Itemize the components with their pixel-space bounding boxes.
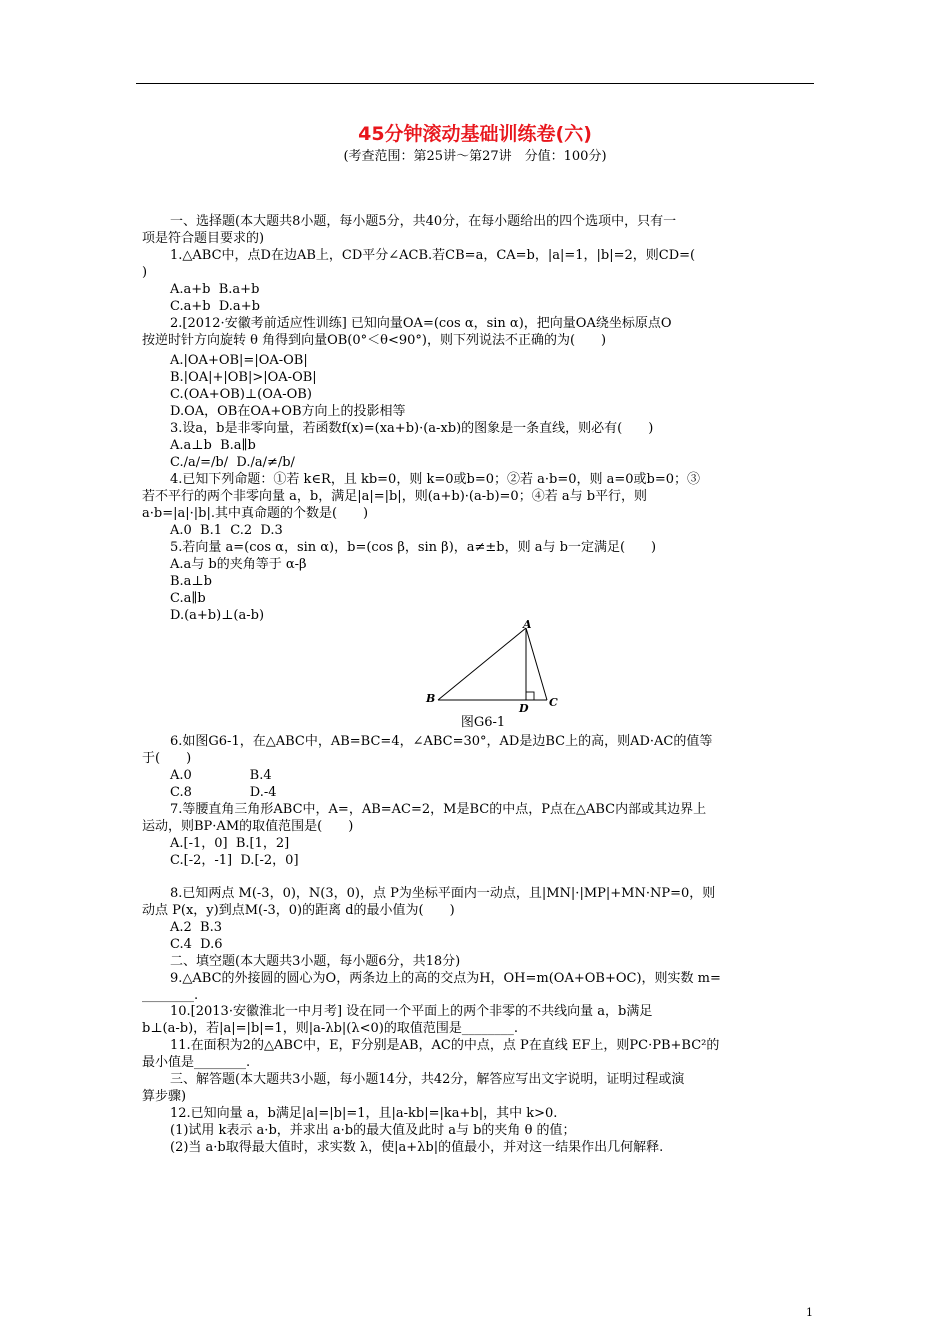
text-line: 最小值是________. bbox=[142, 1055, 251, 1070]
edge-ac bbox=[526, 628, 547, 700]
text-line: 一、选择题(本大题共8小题，每小题5分，共40分，在每小题给出的四个选项中，只有一 bbox=[170, 214, 677, 229]
text-line: 运动，则BP·AM的取值范围是( ) bbox=[142, 819, 354, 834]
text-line: 1.△ABC中，点D在边AB上，CD平分∠ACB.若CB=a，CA=b，|a|=1，|b|=2，则CD=( bbox=[170, 248, 696, 263]
text-line: C./a/=/b/ D./a/≠/b/ bbox=[170, 455, 295, 470]
text-line: A.a+b B.a+b bbox=[170, 282, 260, 297]
text-line: (2)当 a·b取得最大值时，求实数 λ，使|a+λb|的值最小，并对这一结果作出几何解释. bbox=[170, 1140, 664, 1155]
text-line: 若不平行的两个非零向量 a，b，满足|a|=|b|，则(a+b)·(a-b)=0；④若 a与 b平行，则 bbox=[142, 489, 648, 504]
text-line: A.[-1，0] B.[1，2] bbox=[170, 836, 290, 851]
text-line: 按逆时针方向旋转 θ 角得到向量OB(0°＜θ<90°)，则下列说法不正确的为( ) bbox=[142, 333, 607, 348]
text-line: (1)试用 k表示 a·b，并求出 a·b的最大值及此时 a与 b的夹角 θ 的值； bbox=[170, 1123, 576, 1138]
edge-ab bbox=[438, 628, 526, 700]
text-line: 5.若向量 a=(cos α，sin α)，b=(cos β，sin β)，a≠±b，则 a与 b一定满足( ) bbox=[170, 540, 657, 555]
text-line: C.a∥b bbox=[170, 591, 206, 606]
text-line: C.4 D.6 bbox=[170, 937, 223, 952]
figure-caption: 图G6-1 bbox=[460, 715, 506, 730]
text-line: A.a⊥b B.a∥b bbox=[170, 438, 256, 453]
text-line: 12.已知向量 a，b满足|a|=|b|=1，且|a-kb|=|ka+b|，其中 k>0. bbox=[170, 1106, 558, 1121]
text-line: 8.已知两点 M(-3，0)，N(3，0)，点 P为坐标平面内一动点，且|MN|·|MP|+MN·NP=0，则 bbox=[170, 886, 716, 901]
text-line: C.a+b D.a+b bbox=[170, 299, 260, 314]
text-line: 三、解答题(本大题共3小题，每小题14分，共42分，解答应写出文字说明，证明过程或演 bbox=[170, 1072, 685, 1087]
right-angle-mark bbox=[526, 692, 534, 700]
text-line: 6.如图G6-1，在△ABC中，AB=BC=4，∠ABC=30°，AD是边BC上的高，则AD·AC的值等 bbox=[170, 734, 713, 749]
triangle-figure bbox=[420, 618, 570, 714]
text-line: A.0 B.4 bbox=[170, 768, 272, 783]
text-line: C.8 D.-4 bbox=[170, 785, 277, 800]
text-line: D.OA，OB在OA+OB方向上的投影相等 bbox=[170, 404, 406, 419]
text-line: 于( ) bbox=[142, 751, 192, 766]
text-line: 项是符合题目要求的) bbox=[142, 231, 265, 246]
label-d: D bbox=[519, 702, 529, 714]
text-line: A.a与 b的夹角等于 α-β bbox=[170, 557, 307, 572]
label-c: C bbox=[549, 696, 558, 709]
text-line: A.0 B.1 C.2 D.3 bbox=[170, 523, 283, 538]
text-line: a·b=|a|·|b|.其中真命题的个数是( ) bbox=[142, 506, 369, 521]
text-line: D.(a+b)⊥(a-b) bbox=[170, 608, 265, 623]
label-b: B bbox=[426, 692, 436, 705]
text-line: 7.等腰直角三角形ABC中，A=，AB=AC=2，M是BC的中点，P点在△ABC内部或其边界上 bbox=[170, 802, 707, 817]
text-line: b⊥(a-b)，若|a|=|b|=1，则|a-λb|(λ<0)的取值范围是________. bbox=[142, 1021, 518, 1036]
label-a: A bbox=[523, 618, 532, 631]
page-number: 1 bbox=[806, 1306, 813, 1319]
text-line: 算步骤) bbox=[142, 1089, 187, 1104]
text-line: A.|OA+OB|=|OA-OB| bbox=[170, 353, 308, 368]
text-line: A.2 B.3 bbox=[170, 920, 223, 935]
page-title: 45分钟滚动基础训练卷(六) bbox=[358, 123, 592, 145]
text-line: B.a⊥b bbox=[170, 574, 212, 589]
text-line: 二、填空题(本大题共3小题，每小题6分，共18分) bbox=[170, 954, 461, 969]
top-rule bbox=[136, 83, 814, 84]
text-line: 2.[2012·安徽考前适应性训练] 已知向量OA=(cos α，sin α)，把向量OA绕坐标原点O bbox=[170, 316, 672, 331]
text-line: ________. bbox=[142, 988, 199, 1003]
text-line: 3.设a，b是非零向量，若函数f(x)=(xa+b)·(a-xb)的图象是一条直线，则必有( ) bbox=[170, 421, 654, 436]
text-line: 4.已知下列命题：①若 k∈R，且 kb=0，则 k=0或b=0；②若 a·b=0，则 a=0或b=0；③ bbox=[170, 472, 701, 487]
text-line: 11.在面积为2的△ABC中，E，F分别是AB，AC的中点，点 P在直线 EF上，则PC·PB+BC²的 bbox=[170, 1038, 720, 1053]
text-line: C.(OA+OB)⊥(OA-OB) bbox=[170, 387, 312, 402]
text-line: 10.[2013·安徽淮北一中月考] 设在同一个平面上的两个非零的不共线向量 a，b满足 bbox=[170, 1004, 653, 1019]
text-line: B.|OA|+|OB|>|OA-OB| bbox=[170, 370, 317, 385]
text-line: 动点 P(x，y)到点M(-3，0)的距离 d的最小值为( ) bbox=[142, 903, 455, 918]
text-line: C.[-2，-1] D.[-2，0] bbox=[170, 853, 299, 868]
page-subtitle: (考查范围：第25讲～第27讲 分值：100分) bbox=[343, 149, 607, 164]
text-line: 9.△ABC的外接圆的圆心为O，两条边上的高的交点为H，OH=m(OA+OB+OC)，则实数 m= bbox=[170, 971, 721, 986]
text-line: ) bbox=[142, 265, 148, 280]
